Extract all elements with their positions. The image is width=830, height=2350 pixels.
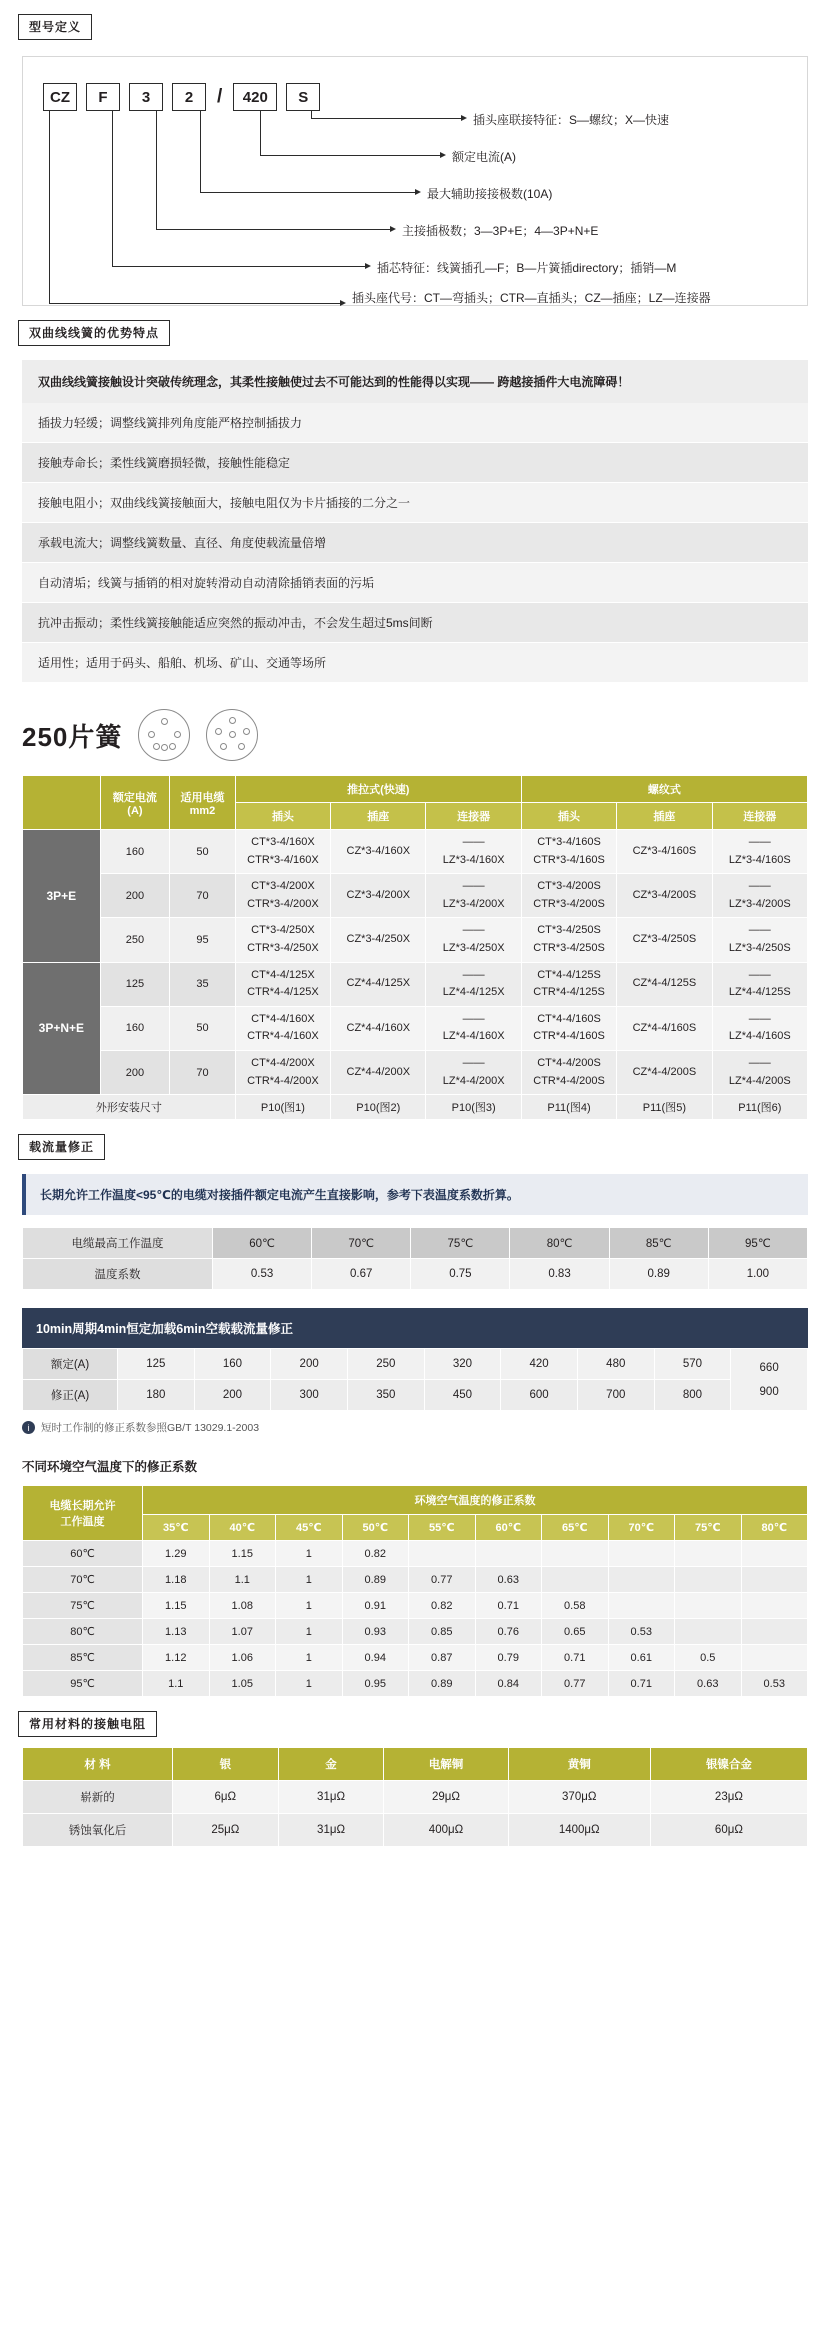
- spec-footer-4: P11(图4): [521, 1095, 616, 1120]
- air-temp-v-6-10: 0.53: [741, 1671, 808, 1697]
- spec-push-plug-2-2: CT*4-4/160X CTR*4-4/160X: [235, 1006, 330, 1050]
- air-temp-v-2-6: 0.63: [475, 1567, 542, 1593]
- cycle-load-title: 10min周期4min恒定加载6min空载载流量修正: [22, 1308, 808, 1348]
- air-temp-v-3-2: 1.08: [209, 1593, 276, 1619]
- spec-push-conn-2-2: —— LZ*4-4/160X: [426, 1006, 521, 1050]
- cycle-rated-5: 320: [424, 1349, 501, 1380]
- temp-col-3: 75℃: [411, 1228, 510, 1259]
- air-temp-row-label-2: 70℃: [23, 1567, 143, 1593]
- code-slash: /: [217, 86, 223, 107]
- spec-screw-socket-1-1: CZ*3-4/160S: [617, 830, 712, 874]
- air-temp-row-label-6: 95℃: [23, 1671, 143, 1697]
- air-temp-v-6-5: 0.89: [409, 1671, 476, 1697]
- leader-line-v-2: [260, 111, 261, 156]
- spec-rated-1-2: 200: [100, 874, 169, 918]
- air-temp-col-6: 60℃: [475, 1515, 542, 1541]
- air-temp-v-5-7: 0.71: [542, 1645, 609, 1671]
- contact-v-2-3: 400μΩ: [384, 1814, 508, 1847]
- leader-line-h-3: [200, 192, 415, 193]
- spec-rated-2-1: 125: [100, 962, 169, 1006]
- temp-col-5: 85℃: [609, 1228, 708, 1259]
- table-row: [23, 1671, 808, 1697]
- advantage-item-3: 接触电阻小；双曲线线簧接触面大，接触电阻仅为卡片插接的二分之一: [22, 483, 808, 523]
- callout-2: 额定电流(A): [452, 150, 516, 164]
- air-temp-row-label-1: 60℃: [23, 1541, 143, 1567]
- leader-arrow-3: [415, 189, 421, 195]
- air-temp-col-10: 80℃: [741, 1515, 808, 1541]
- temp-col-1: 60℃: [213, 1228, 312, 1259]
- air-temp-v-6-7: 0.77: [542, 1671, 609, 1697]
- air-temp-v-5-10: [741, 1645, 808, 1671]
- table-row: [23, 1619, 808, 1645]
- coeff-6: 1.00: [708, 1259, 807, 1290]
- table-row: [23, 1050, 808, 1094]
- spec-screw-conn-1-1: —— LZ*3-4/160S: [712, 830, 807, 874]
- spec-screw-socket-2-2: CZ*4-4/160S: [617, 1006, 712, 1050]
- air-temp-col-9: 75℃: [675, 1515, 742, 1541]
- spec-screw-conn-1-3: —— LZ*3-4/250S: [712, 918, 807, 962]
- air-temperature-table: [22, 1485, 808, 1697]
- spec-cable-2-1: 35: [170, 962, 236, 1006]
- spec-cable-1-3: 95: [170, 918, 236, 962]
- code-cell-4: 2: [172, 83, 206, 111]
- air-temp-v-2-1: 1.18: [143, 1567, 210, 1593]
- spec-screw-plug-2-2: CT*4-4/160S CTR*4-4/160S: [521, 1006, 616, 1050]
- air-temp-v-3-1: 1.15: [143, 1593, 210, 1619]
- air-temp-row-label-3: 75℃: [23, 1593, 143, 1619]
- cycle-rated-4: 250: [347, 1349, 424, 1380]
- leader-line-v-5: [112, 111, 113, 267]
- air-temp-col-8: 70℃: [608, 1515, 675, 1541]
- spec-screw-conn-2-2: —— LZ*4-4/160S: [712, 1006, 807, 1050]
- cycle-corrected-7: 700: [577, 1380, 654, 1411]
- spec-subheader-push-connector: 连接器: [426, 803, 521, 830]
- air-temp-v-4-9: [675, 1619, 742, 1645]
- air-temp-main-header: 环境空气温度的修正系数: [143, 1486, 808, 1515]
- spec-rated-1-1: 160: [100, 830, 169, 874]
- model-code-row: [43, 83, 320, 111]
- model-definition-diagram: [22, 56, 808, 306]
- contact-v-2-2: 31μΩ: [278, 1814, 384, 1847]
- spec-push-plug-2-1: CT*4-4/125X CTR*4-4/125X: [235, 962, 330, 1006]
- leader-arrow-6: [340, 300, 346, 306]
- air-temp-col-3: 45℃: [276, 1515, 343, 1541]
- connector-icon-5pin: [206, 709, 258, 761]
- coeff-2: 0.67: [312, 1259, 411, 1290]
- advantage-item-1: 插拔力轻缓；调整线簧排列角度能严格控制插拔力: [22, 403, 808, 443]
- spec-subheader-push-plug: 插头: [235, 803, 330, 830]
- air-temp-v-1-3: 1: [276, 1541, 343, 1567]
- leader-line-h-5: [112, 266, 365, 267]
- info-icon: i: [22, 1421, 35, 1434]
- spec-screw-conn-2-3: —— LZ*4-4/200S: [712, 1050, 807, 1094]
- leader-arrow-4: [390, 226, 396, 232]
- spec-push-socket-1-2: CZ*3-4/200X: [331, 874, 426, 918]
- air-temp-v-3-6: 0.71: [475, 1593, 542, 1619]
- spec-cable-1-2: 70: [170, 874, 236, 918]
- air-temp-v-6-4: 0.95: [342, 1671, 409, 1697]
- spec-subheader-screw-connector: 连接器: [712, 803, 807, 830]
- air-temp-v-2-7: [542, 1567, 609, 1593]
- callout-5: 插芯特征：线簧插孔—F；B—片簧插directory；插销—M: [377, 261, 677, 275]
- air-temp-v-3-10: [741, 1593, 808, 1619]
- advantage-item-6: 抗冲击振动；柔性线簧接触能适应突然的振动冲击，不会发生超过5ms间断: [22, 603, 808, 643]
- spec-footer-2: P10(图2): [331, 1095, 426, 1120]
- air-temp-col-7: 65℃: [542, 1515, 609, 1541]
- air-temp-v-5-4: 0.94: [342, 1645, 409, 1671]
- code-cell-6: S: [286, 83, 320, 111]
- air-temp-v-2-9: [675, 1567, 742, 1593]
- spec-screw-conn-1-2: —— LZ*3-4/200S: [712, 874, 807, 918]
- air-temp-v-5-1: 1.12: [143, 1645, 210, 1671]
- air-temp-v-1-6: [475, 1541, 542, 1567]
- ampacity-note: 长期允许工作温度<95℃的电缆对接插件额定电流产生直接影响，参考下表温度系数折算。: [22, 1174, 808, 1215]
- cycle-rated-6: 420: [501, 1349, 578, 1380]
- air-temp-v-5-8: 0.61: [608, 1645, 675, 1671]
- spec-footer-label: 外形安装尺寸: [23, 1095, 236, 1120]
- air-temp-v-3-7: 0.58: [542, 1593, 609, 1619]
- spec-push-socket-2-3: CZ*4-4/200X: [331, 1050, 426, 1094]
- table-row: [23, 1593, 808, 1619]
- air-temp-v-2-5: 0.77: [409, 1567, 476, 1593]
- spec-cable-1-1: 50: [170, 830, 236, 874]
- contact-v-1-3: 29μΩ: [384, 1781, 508, 1814]
- air-temp-row-label-4: 80℃: [23, 1619, 143, 1645]
- air-temp-v-3-9: [675, 1593, 742, 1619]
- spec-push-plug-2-3: CT*4-4/200X CTR*4-4/200X: [235, 1050, 330, 1094]
- contact-header-brass: 黄铜: [508, 1748, 650, 1781]
- spec-footer-1: P10(图1): [235, 1095, 330, 1120]
- section-title-ampacity: 载流量修正: [18, 1134, 105, 1160]
- air-temp-col-2: 40℃: [209, 1515, 276, 1541]
- air-temp-corner-header: 电缆长期允许 工作温度: [23, 1486, 143, 1541]
- spec-subheader-screw-socket: 插座: [617, 803, 712, 830]
- air-temp-v-1-10: [741, 1541, 808, 1567]
- spec-table: [22, 775, 808, 1120]
- contact-row-label-2: 锈蚀氧化后: [23, 1814, 173, 1847]
- air-temp-v-6-8: 0.71: [608, 1671, 675, 1697]
- spec-screw-plug-2-1: CT*4-4/125S CTR*4-4/125S: [521, 962, 616, 1006]
- air-temp-v-3-3: 1: [276, 1593, 343, 1619]
- air-temp-v-5-3: 1: [276, 1645, 343, 1671]
- air-temp-v-5-2: 1.06: [209, 1645, 276, 1671]
- table-row: [23, 1259, 808, 1290]
- contact-v-2-4: 1400μΩ: [508, 1814, 650, 1847]
- cycle-corrected-2: 200: [194, 1380, 271, 1411]
- temp-col-6: 95℃: [708, 1228, 807, 1259]
- air-temp-v-6-6: 0.84: [475, 1671, 542, 1697]
- table-row: [23, 1541, 808, 1567]
- leader-line-h-6: [49, 303, 340, 304]
- contact-v-1-5: 23μΩ: [650, 1781, 807, 1814]
- air-temp-col-5: 55℃: [409, 1515, 476, 1541]
- contact-header-copper: 电解铜: [384, 1748, 508, 1781]
- air-temp-v-6-3: 1: [276, 1671, 343, 1697]
- contact-v-2-1: 25μΩ: [173, 1814, 279, 1847]
- cycle-corrected-1: 180: [118, 1380, 195, 1411]
- section-title-advantages: 双曲线线簧的优势特点: [18, 320, 170, 346]
- spec-push-plug-1-3: CT*3-4/250X CTR*3-4/250X: [235, 918, 330, 962]
- spec-screw-plug-1-1: CT*3-4/160S CTR*3-4/160S: [521, 830, 616, 874]
- spec-group-label-2: 3P+N+E: [23, 962, 101, 1095]
- contact-v-2-5: 60μΩ: [650, 1814, 807, 1847]
- air-temp-v-4-2: 1.07: [209, 1619, 276, 1645]
- cycle-corrected-4: 350: [347, 1380, 424, 1411]
- air-temp-v-4-8: 0.53: [608, 1619, 675, 1645]
- spec-group-label-1: 3P+E: [23, 830, 101, 963]
- spec-cable-2-3: 70: [170, 1050, 236, 1094]
- cycle-rated-1: 125: [118, 1349, 195, 1380]
- spec-header-group: [23, 776, 101, 830]
- contact-header-gold: 金: [278, 1748, 384, 1781]
- air-temp-v-2-10: [741, 1567, 808, 1593]
- spec-push-conn-2-3: —— LZ*4-4/200X: [426, 1050, 521, 1094]
- leader-arrow-2: [440, 152, 446, 158]
- leader-line-v-4: [156, 111, 157, 230]
- spec-push-socket-2-1: CZ*4-4/125X: [331, 962, 426, 1006]
- air-temp-row-label-5: 85℃: [23, 1645, 143, 1671]
- spec-rated-2-3: 200: [100, 1050, 169, 1094]
- air-temp-v-6-1: 1.1: [143, 1671, 210, 1697]
- leader-line-v-6: [49, 111, 50, 304]
- table-row: [23, 1645, 808, 1671]
- leader-arrow-1: [461, 115, 467, 121]
- contact-header-silver: 银: [173, 1748, 279, 1781]
- spec-rated-1-3: 250: [100, 918, 169, 962]
- air-temp-col-4: 50℃: [342, 1515, 409, 1541]
- leader-arrow-5: [365, 263, 371, 269]
- contact-header-silver-nickel: 银镍合金: [650, 1748, 807, 1781]
- cycle-corrected-label: 修正(A): [23, 1380, 118, 1411]
- advantage-item-5: 自动清垢；线簧与插销的相对旋转滑动自动清除插销表面的污垢: [22, 563, 808, 603]
- spec-screw-socket-1-2: CZ*3-4/200S: [617, 874, 712, 918]
- temperature-coefficient-table: [22, 1227, 808, 1290]
- section-title-contact-resistance: 常用材料的接触电阻: [18, 1711, 157, 1737]
- contact-v-1-1: 6μΩ: [173, 1781, 279, 1814]
- spec-push-socket-1-1: CZ*3-4/160X: [331, 830, 426, 874]
- table-row: [23, 1095, 808, 1120]
- code-cell-3: 3: [129, 83, 163, 111]
- contact-row-label-1: 崭新的: [23, 1781, 173, 1814]
- callout-3: 最大辅助接接极数(10A): [427, 187, 553, 201]
- spec-title-row: [22, 709, 830, 761]
- contact-resistance-table: [22, 1747, 808, 1847]
- air-temp-v-3-4: 0.91: [342, 1593, 409, 1619]
- spec-screw-plug-1-2: CT*3-4/200S CTR*3-4/200S: [521, 874, 616, 918]
- advantage-item-2: 接触寿命长；柔性线簧磨损轻微，接触性能稳定: [22, 443, 808, 483]
- callout-6: 插头座代号：CT—弯插头；CTR—直插头；CZ—插座；LZ—连接器: [352, 291, 711, 305]
- cycle-rated-8: 570: [654, 1349, 731, 1380]
- advantage-item-4: 承载电流大；调整线簧数量、直径、角度使载流量倍增: [22, 523, 808, 563]
- advantage-highlight: 双曲线线簧接触设计突破传统理念，其柔性接触使过去不可能达到的性能得以实现—— 跨越接插件大电流障碍！: [22, 360, 808, 403]
- cycle-rated-label: 额定(A): [23, 1349, 118, 1380]
- leader-line-v-3: [200, 111, 201, 193]
- air-temp-v-1-8: [608, 1541, 675, 1567]
- coeff-row-label: 温度系数: [23, 1259, 213, 1290]
- spec-footer-6: P11(图6): [712, 1095, 807, 1120]
- spec-push-conn-1-2: —— LZ*3-4/200X: [426, 874, 521, 918]
- coeff-3: 0.75: [411, 1259, 510, 1290]
- table-row: [23, 1006, 808, 1050]
- table-row: [23, 1349, 808, 1380]
- air-temp-v-1-5: [409, 1541, 476, 1567]
- air-temp-v-4-4: 0.93: [342, 1619, 409, 1645]
- air-temp-v-3-5: 0.82: [409, 1593, 476, 1619]
- temp-col-4: 80℃: [510, 1228, 609, 1259]
- cycle-corrected-3: 300: [271, 1380, 348, 1411]
- air-temp-v-2-3: 1: [276, 1567, 343, 1593]
- temp-col-2: 70℃: [312, 1228, 411, 1259]
- spec-push-conn-1-3: —— LZ*3-4/250X: [426, 918, 521, 962]
- table-row: [23, 830, 808, 874]
- air-temp-title: 不同环境空气温度下的修正系数: [22, 1460, 198, 1475]
- spec-push-conn-1-1: —— LZ*3-4/160X: [426, 830, 521, 874]
- cycle-load-table: [22, 1348, 808, 1411]
- air-temp-v-4-10: [741, 1619, 808, 1645]
- spec-push-plug-1-1: CT*3-4/160X CTR*3-4/160X: [235, 830, 330, 874]
- spec-screw-socket-1-3: CZ*3-4/250S: [617, 918, 712, 962]
- contact-header-material: 材 料: [23, 1748, 173, 1781]
- spec-header-push: 推拉式(快速): [235, 776, 521, 803]
- air-temp-v-6-2: 1.05: [209, 1671, 276, 1697]
- air-temp-v-2-4: 0.89: [342, 1567, 409, 1593]
- spec-cable-2-2: 50: [170, 1006, 236, 1050]
- section-title-model-definition: 型号定义: [18, 14, 92, 40]
- air-temp-v-1-1: 1.29: [143, 1541, 210, 1567]
- air-temp-v-1-7: [542, 1541, 609, 1567]
- air-temp-v-5-5: 0.87: [409, 1645, 476, 1671]
- callout-4: 主接插极数；3—3P+E；4—3P+N+E: [402, 224, 599, 238]
- coeff-4: 0.83: [510, 1259, 609, 1290]
- leader-line-h-1: [311, 118, 461, 119]
- leader-line-h-4: [156, 229, 390, 230]
- cycle-rated-9: 660 900: [731, 1349, 808, 1411]
- air-temp-v-1-4: 0.82: [342, 1541, 409, 1567]
- cycle-corrected-8: 800: [654, 1380, 731, 1411]
- table-row: [23, 962, 808, 1006]
- air-temp-v-3-8: [608, 1593, 675, 1619]
- air-temp-v-2-8: [608, 1567, 675, 1593]
- table-row: [23, 874, 808, 918]
- spec-header-screw: 螺纹式: [521, 776, 807, 803]
- air-temp-v-4-1: 1.13: [143, 1619, 210, 1645]
- air-temp-v-4-3: 1: [276, 1619, 343, 1645]
- air-temp-v-4-7: 0.65: [542, 1619, 609, 1645]
- air-temp-v-4-6: 0.76: [475, 1619, 542, 1645]
- table-row: [23, 1781, 808, 1814]
- air-temp-v-6-9: 0.63: [675, 1671, 742, 1697]
- leader-line-h-2: [260, 155, 440, 156]
- air-temp-v-5-6: 0.79: [475, 1645, 542, 1671]
- spec-rated-2-2: 160: [100, 1006, 169, 1050]
- spec-footer-5: P11(图5): [617, 1095, 712, 1120]
- air-temp-v-4-5: 0.85: [409, 1619, 476, 1645]
- advantage-item-7: 适用性；适用于码头、船舶、机场、矿山、交通等场所: [22, 643, 808, 683]
- page-title: 250片簧: [22, 721, 123, 752]
- spec-screw-conn-2-1: —— LZ*4-4/125S: [712, 962, 807, 1006]
- air-temp-col-1: 35℃: [143, 1515, 210, 1541]
- spec-header-rated: 额定电流 (A): [100, 776, 169, 830]
- air-temp-v-1-2: 1.15: [209, 1541, 276, 1567]
- spec-subheader-push-socket: 插座: [331, 803, 426, 830]
- cycle-corrected-6: 600: [501, 1380, 578, 1411]
- coeff-5: 0.89: [609, 1259, 708, 1290]
- air-temp-v-2-2: 1.1: [209, 1567, 276, 1593]
- air-temp-v-1-9: [675, 1541, 742, 1567]
- spec-subheader-screw-plug: 插头: [521, 803, 616, 830]
- spec-push-plug-1-2: CT*3-4/200X CTR*3-4/200X: [235, 874, 330, 918]
- spec-screw-plug-1-3: CT*3-4/250S CTR*3-4/250S: [521, 918, 616, 962]
- connector-icon-4pin: [138, 709, 190, 761]
- spec-screw-plug-2-3: CT*4-4/200S CTR*4-4/200S: [521, 1050, 616, 1094]
- spec-screw-socket-2-3: CZ*4-4/200S: [617, 1050, 712, 1094]
- temp-row-label: 电缆最高工作温度: [23, 1228, 213, 1259]
- table-row: [23, 918, 808, 962]
- spec-screw-socket-2-1: CZ*4-4/125S: [617, 962, 712, 1006]
- air-temp-v-5-9: 0.5: [675, 1645, 742, 1671]
- cycle-rated-7: 480: [577, 1349, 654, 1380]
- coeff-1: 0.53: [213, 1259, 312, 1290]
- cycle-rated-2: 160: [194, 1349, 271, 1380]
- spec-header-cable: 适用电缆 mm2: [170, 776, 236, 830]
- table-row: [23, 1228, 808, 1259]
- contact-v-1-2: 31μΩ: [278, 1781, 384, 1814]
- table-row: [23, 1380, 808, 1411]
- table-row: [23, 1814, 808, 1847]
- spec-push-socket-1-3: CZ*3-4/250X: [331, 918, 426, 962]
- ampacity-footnote: i 短时工作制的修正系数参照GB/T 13029.1-2003: [22, 1420, 808, 1435]
- spec-push-socket-2-2: CZ*4-4/160X: [331, 1006, 426, 1050]
- spec-push-conn-2-1: —— LZ*4-4/125X: [426, 962, 521, 1006]
- table-row: [23, 1567, 808, 1593]
- code-cell-1: CZ: [43, 83, 77, 111]
- code-cell-5: 420: [233, 83, 277, 111]
- callout-1: 插头座联接特征：S—螺纹；X—快速: [473, 113, 670, 127]
- cycle-rated-3: 200: [271, 1349, 348, 1380]
- code-cell-2: F: [86, 83, 120, 111]
- contact-v-1-4: 370μΩ: [508, 1781, 650, 1814]
- cycle-corrected-5: 450: [424, 1380, 501, 1411]
- spec-footer-3: P10(图3): [426, 1095, 521, 1120]
